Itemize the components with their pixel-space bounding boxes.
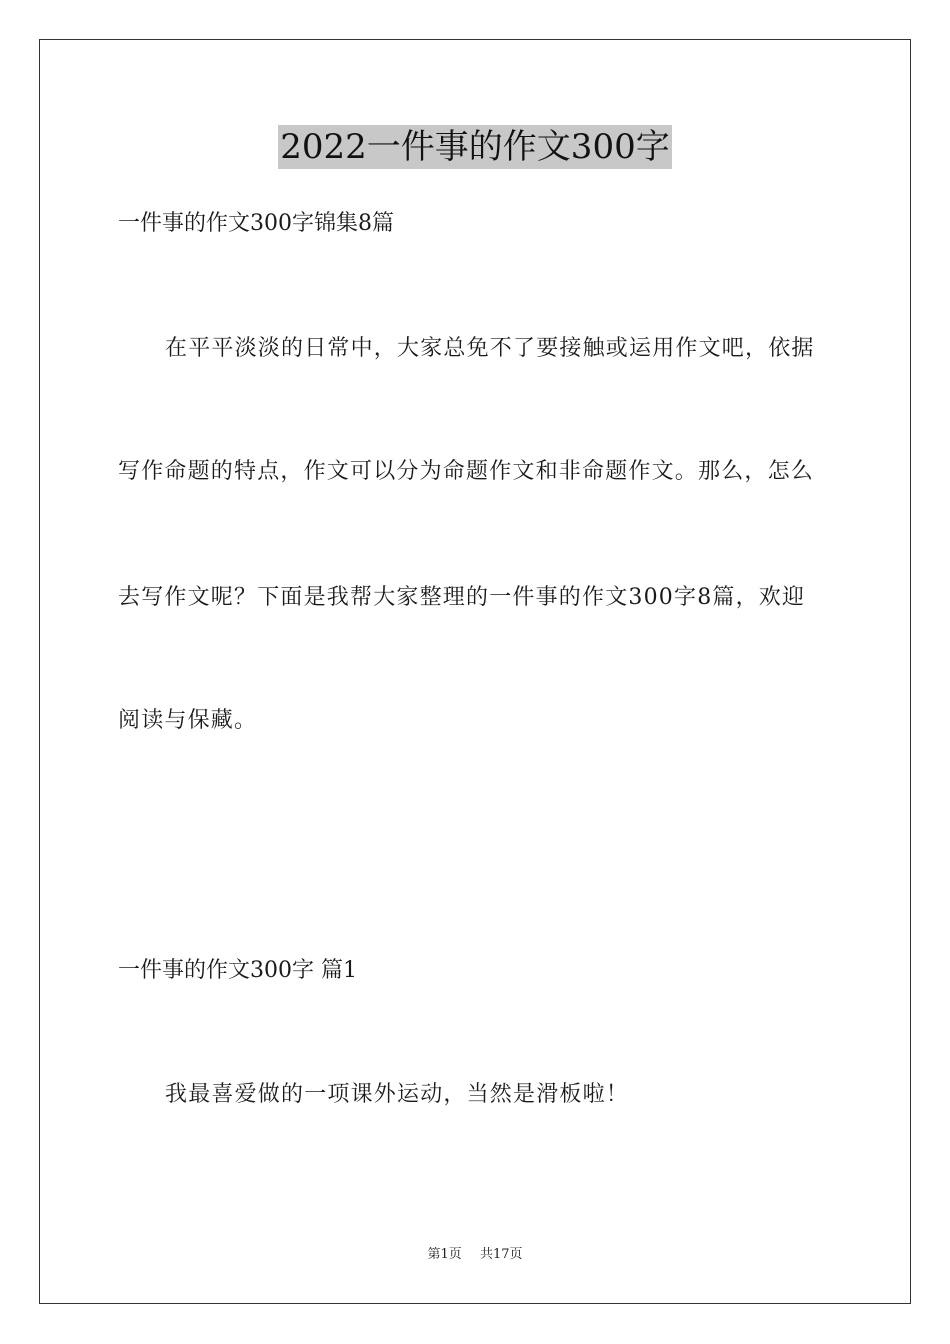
- intro-line-4: 阅读与保藏。: [118, 708, 258, 733]
- section-heading: 一件事的作文300字 篇1: [118, 958, 357, 983]
- title-container: [0, 125, 950, 169]
- document-title: 2022一件事的作文300字: [280, 127, 670, 167]
- intro-line-3: 去写作文呢？下面是我帮大家整理的一件事的作文300字8篇，欢迎: [118, 585, 806, 610]
- section-first-line: 我最喜爱做的一项课外运动，当然是滑板啦！: [165, 1082, 630, 1107]
- intro-line-1: 在平平淡淡的日常中，大家总免不了要接触或运用作文吧，依据: [165, 336, 815, 361]
- page-number: 第1页: [427, 1247, 462, 1262]
- page-footer: [0, 1246, 950, 1264]
- document-subtitle: 一件事的作文300字锦集8篇: [118, 211, 394, 236]
- intro-line-2: 写作命题的特点，作文可以分为命题作文和非命题作文。那么，怎么: [118, 459, 815, 484]
- total-pages: 共17页: [479, 1247, 523, 1262]
